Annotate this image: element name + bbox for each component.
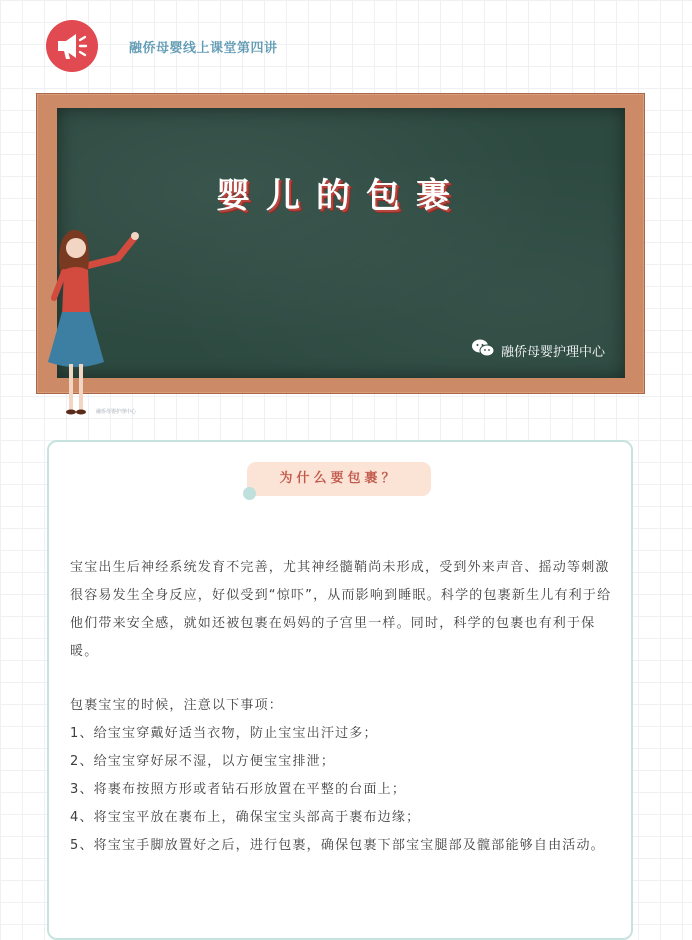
list-item: 1、给宝宝穿戴好适当衣物，防止宝宝出汗过多； xyxy=(70,726,378,741)
list-item: 3、将裹布按照方形或者钻石形放置在平整的台面上； xyxy=(70,782,407,797)
watermark xyxy=(471,338,605,362)
megaphone-icon xyxy=(46,20,98,72)
content-card xyxy=(47,440,633,940)
section-heading-label: 为什么要包裹？ xyxy=(247,462,431,496)
notice-list xyxy=(70,692,616,860)
wechat-icon xyxy=(471,338,495,362)
intro-paragraph: 宝宝出生后神经系统发育不完善，尤其神经髓鞘尚未形成，受到外来声音、摇动等刺激很容易发生全身反应，好似受到“惊吓”，从而影响到睡眠。科学的包裹新生儿有利于给他们带来安全感，就如还被包裹在妈妈的子宫里一样。同时，科学的包裹也有利于保暖。 xyxy=(70,560,612,659)
heading-dot xyxy=(243,487,256,500)
header xyxy=(0,0,692,92)
chalkboard xyxy=(57,108,625,378)
teacher-caption: 融侨母婴护理中心 xyxy=(96,409,137,415)
list-item: 5、将宝宝手脚放置好之后，进行包裹，确保包裹下部宝宝腿部及髋部能够自由活动。 xyxy=(70,838,605,853)
header-title: 融侨母婴线上课堂第四讲 xyxy=(129,41,278,56)
watermark-text: 融侨母婴护理中心 xyxy=(500,344,605,360)
list-item: 2、给宝宝穿好尿不湿，以方便宝宝排泄； xyxy=(70,754,336,769)
teacher-illustration xyxy=(40,222,140,422)
board-title: 婴儿的包裹 xyxy=(216,176,466,216)
list-item: 4、将宝宝平放在裹布上，确保宝宝头部高于裹布边缘； xyxy=(70,810,421,825)
list-title: 包裹宝宝的时候，注意以下事项： xyxy=(70,698,284,713)
section-heading xyxy=(247,462,431,496)
